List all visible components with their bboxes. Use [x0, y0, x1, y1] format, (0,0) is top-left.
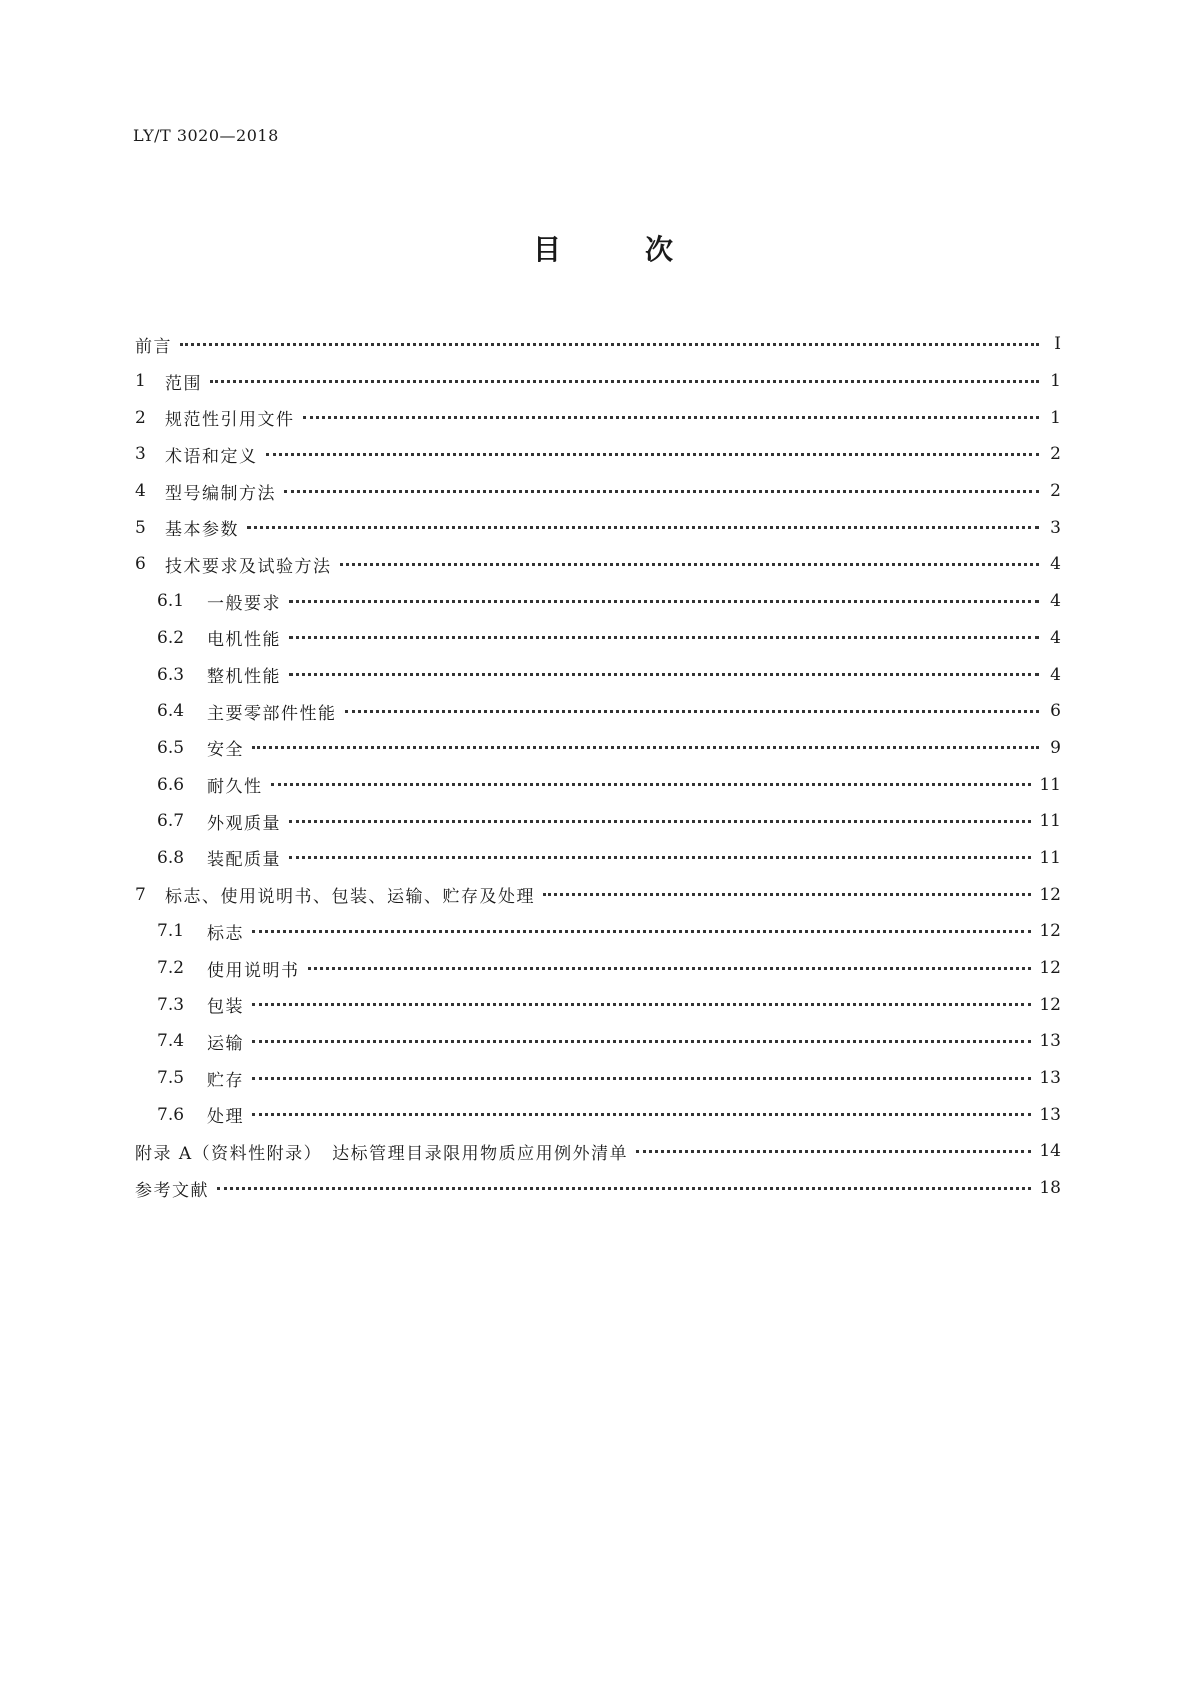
toc-entry-page: 14 — [1039, 1141, 1061, 1162]
toc-dot-leader — [289, 596, 1039, 603]
toc-entry[interactable] — [135, 1096, 1061, 1133]
toc-entry-page: Ⅰ — [1054, 334, 1061, 355]
title-char-2: 次 — [644, 233, 673, 266]
page-title — [533, 228, 673, 268]
toc-entry-number: 6.6 — [157, 774, 185, 795]
toc-entry-number: 3 — [135, 444, 146, 465]
toc-entry-page: 13 — [1039, 1068, 1061, 1089]
toc-entry[interactable] — [135, 803, 1061, 840]
toc-entry[interactable] — [135, 363, 1061, 400]
toc-entry-label: 包装 — [207, 997, 244, 1018]
toc-entry-label: 外观质量 — [207, 813, 281, 834]
toc-entry-page: 12 — [1039, 958, 1061, 979]
toc-entry-number: 6.2 — [157, 627, 185, 648]
toc-entry-label: 一般要求 — [207, 593, 281, 614]
toc-dot-leader — [289, 852, 1031, 859]
toc-entry-label: 处理 — [207, 1107, 244, 1128]
toc-entry[interactable] — [135, 840, 1061, 877]
toc-entry-number: 7.1 — [157, 921, 185, 942]
toc-entry[interactable] — [135, 656, 1061, 693]
toc-dot-leader — [247, 522, 1039, 529]
toc-entry-page: 13 — [1039, 1031, 1061, 1052]
toc-entry-page: 4 — [1050, 591, 1061, 612]
toc-entry-label: 标志、使用说明书、包装、运输、贮存及处理 — [165, 887, 535, 908]
toc-entry[interactable] — [135, 766, 1061, 803]
toc-entry-page: 9 — [1050, 737, 1061, 758]
toc-dot-leader — [345, 706, 1040, 713]
toc-entry-number: 6.3 — [157, 664, 185, 685]
toc-entry[interactable] — [135, 1133, 1061, 1170]
toc-entry-number: 4 — [135, 481, 146, 502]
toc-dot-leader — [252, 1109, 1031, 1116]
toc-entry-label: 范围 — [165, 373, 202, 394]
toc-entry-label: 型号编制方法 — [165, 483, 276, 504]
toc-dot-leader — [289, 816, 1031, 823]
toc-entry-page: 4 — [1050, 664, 1061, 685]
toc-entry-page: 11 — [1039, 847, 1061, 868]
toc-entry-label: 主要零部件性能 — [207, 703, 337, 724]
toc-dot-leader — [252, 1073, 1031, 1080]
toc-entry-label: 安全 — [207, 740, 244, 761]
toc-entry-page: 2 — [1050, 481, 1061, 502]
toc-entry[interactable] — [135, 730, 1061, 767]
toc-entry-number: 7.5 — [157, 1068, 185, 1089]
toc-entry-page: 3 — [1050, 517, 1061, 538]
toc-dot-leader — [284, 486, 1039, 493]
toc-entry-page: 6 — [1050, 701, 1061, 722]
toc-entry-number: 7 — [135, 884, 146, 905]
toc-dot-leader — [252, 1036, 1031, 1043]
toc-entry-number: 7.3 — [157, 994, 185, 1015]
toc-dot-leader — [252, 999, 1031, 1006]
toc-dot-leader — [217, 1183, 1031, 1190]
standard-code: LY/T 3020—2018 — [133, 126, 279, 145]
toc-entry-page: 1 — [1050, 407, 1061, 428]
toc-dot-leader — [636, 1146, 1031, 1153]
toc-entry[interactable] — [135, 620, 1061, 657]
toc-entry-label: 整机性能 — [207, 667, 281, 688]
toc-entry-label: 贮存 — [207, 1070, 244, 1091]
toc-entry-label: 技术要求及试验方法 — [165, 556, 332, 577]
toc-entry[interactable] — [135, 1023, 1061, 1060]
toc-entry-page: 11 — [1039, 811, 1061, 832]
toc-dot-leader — [266, 449, 1040, 456]
toc-dot-leader — [308, 963, 1032, 970]
toc-entry-page: 4 — [1050, 554, 1061, 575]
toc-dot-leader — [289, 669, 1039, 676]
toc-entry-number: 6.4 — [157, 701, 185, 722]
toc-entry-label: 使用说明书 — [207, 960, 300, 981]
toc-entry-number: 6.5 — [157, 737, 185, 758]
toc-entry-label: 规范性引用文件 — [165, 410, 295, 431]
toc-entry-number: 5 — [135, 517, 146, 538]
toc-entry-number: 6 — [135, 554, 146, 575]
toc-entry-label: 术语和定义 — [165, 446, 258, 467]
toc-entry-page: 13 — [1039, 1104, 1061, 1125]
toc-entry-label: 基本参数 — [165, 520, 239, 541]
toc-entry-page: 12 — [1039, 921, 1061, 942]
toc-entry[interactable] — [135, 546, 1061, 583]
toc-entry-label: 参考文献 — [135, 1180, 209, 1201]
toc-entry[interactable] — [135, 473, 1061, 510]
table-of-contents — [135, 326, 1061, 1207]
toc-entry-number: 7.2 — [157, 958, 185, 979]
toc-entry-label: 装配质量 — [207, 850, 281, 871]
toc-entry-page: 11 — [1039, 774, 1061, 795]
toc-entry[interactable] — [135, 986, 1061, 1023]
toc-dot-leader — [180, 339, 1039, 346]
toc-entry-label: 耐久性 — [207, 777, 263, 798]
toc-dot-leader — [252, 926, 1031, 933]
toc-entry[interactable] — [135, 583, 1061, 620]
toc-dot-leader — [271, 779, 1032, 786]
toc-entry[interactable] — [135, 913, 1061, 950]
toc-entry[interactable] — [135, 436, 1061, 473]
toc-dot-leader — [340, 559, 1040, 566]
toc-dot-leader — [252, 742, 1039, 749]
toc-entry-number: 7.6 — [157, 1104, 185, 1125]
toc-entry[interactable] — [135, 876, 1061, 913]
toc-entry-label: 标志 — [207, 923, 244, 944]
toc-entry[interactable] — [135, 399, 1061, 436]
toc-dot-leader — [210, 376, 1039, 383]
toc-entry-page: 1 — [1050, 371, 1061, 392]
toc-entry-label: 前言 — [135, 336, 172, 357]
toc-entry-number: 6.8 — [157, 847, 185, 868]
toc-entry-number: 1 — [135, 371, 146, 392]
toc-entry-label: 电机性能 — [207, 630, 281, 651]
toc-entry-number: 2 — [135, 407, 146, 428]
toc-entry-label: 运输 — [207, 1033, 244, 1054]
toc-entry-page: 4 — [1050, 627, 1061, 648]
toc-entry[interactable] — [135, 950, 1061, 987]
toc-entry-number: 7.4 — [157, 1031, 185, 1052]
toc-dot-leader — [303, 412, 1040, 419]
toc-dot-leader — [289, 632, 1039, 639]
toc-entry[interactable] — [135, 1060, 1061, 1097]
toc-entry-page: 12 — [1039, 994, 1061, 1015]
toc-entry[interactable] — [135, 326, 1061, 363]
toc-entry[interactable] — [135, 693, 1061, 730]
toc-entry-label: 附录 A（资料性附录） 达标管理目录限用物质应用例外清单 — [135, 1143, 629, 1164]
toc-entry[interactable] — [135, 1170, 1061, 1207]
toc-entry[interactable] — [135, 509, 1061, 546]
toc-entry-page: 18 — [1039, 1178, 1061, 1199]
toc-entry-number: 6.1 — [157, 591, 185, 612]
toc-entry-page: 12 — [1039, 884, 1061, 905]
title-char-1: 目 — [533, 233, 562, 266]
toc-entry-page: 2 — [1050, 444, 1061, 465]
toc-entry-number: 6.7 — [157, 811, 185, 832]
toc-dot-leader — [543, 889, 1031, 896]
